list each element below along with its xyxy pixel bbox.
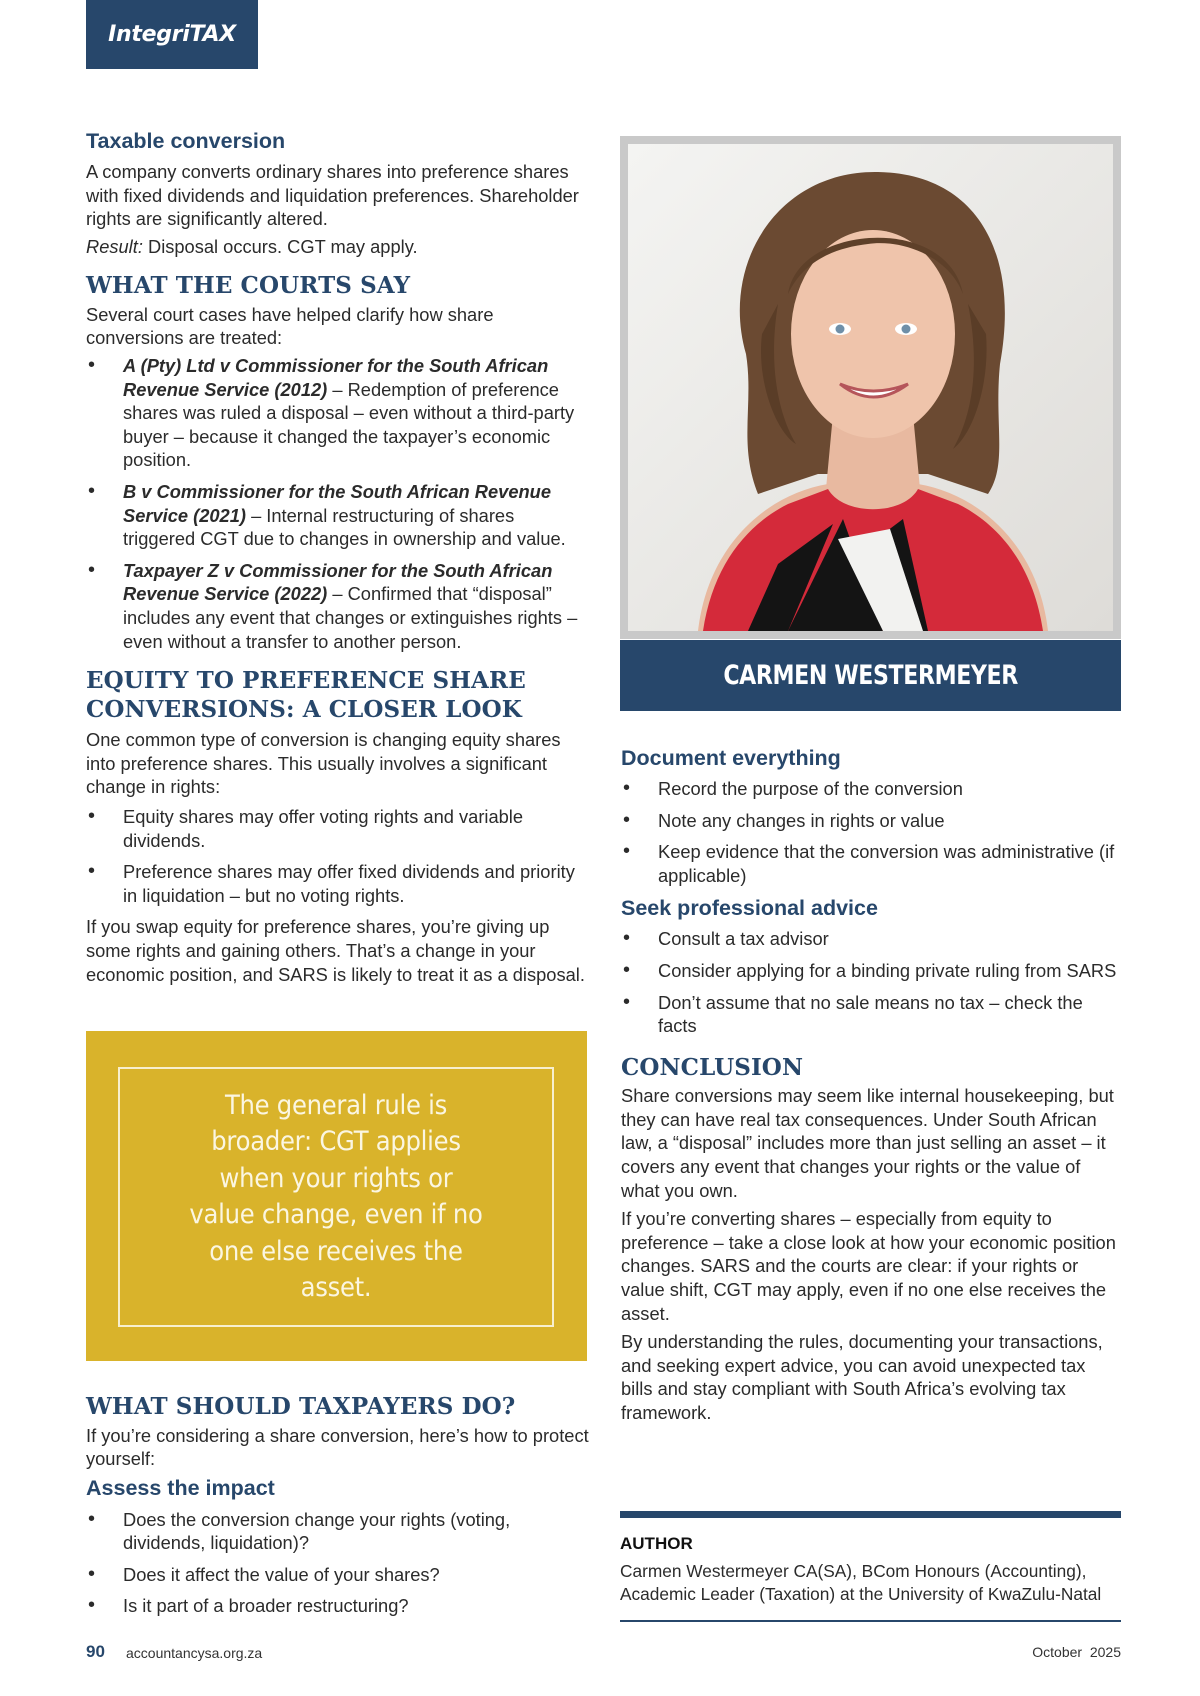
author-bio: Carmen Westermeyer CA(SA), BCom Honours (Accounting), Academic Leader (Taxation) at the University of KwaZulu-Natal [620,1561,1102,1604]
advice-heading: Seek professional advice [621,896,878,921]
equity-heading: EQUITY TO PREFERENCE SHARE CONVERSIONS: A CLOSER LOOK [86,667,526,723]
case-text: – Confirmed that “disposal” includes any event that changes or extinguishes rights – even without a transfer to another person. [123,583,578,652]
list-item: • Equity shares may offer voting rights and variable dividends. [86,805,589,852]
courts-heading: WHAT THE COURTS SAY [86,272,411,300]
case-name: B v Commissioner for the South African Revenue Service (2021) [123,481,551,526]
list-item [86,480,589,551]
list-item: • Preference shares may offer fixed dividends and priority in liquidation – but no voting rights. [86,860,589,907]
list-item: • Is it part of a broader restructuring? [86,1594,589,1618]
case-text: – Redemption of preference shares was ruled a disposal – even without a third-party buyer – because it changed the taxpayer’s economic position. [123,378,575,471]
list-item: • Does the conversion change your rights (voting, dividends, liquidation)? [86,1508,589,1555]
author-name-text: CARMEN WESTERMEYER [723,660,1018,691]
case-name: Taxpayer Z v Commissioner for the South African Revenue Service (2022) [123,559,553,605]
list-item: • Record the purpose of the conversion [621,777,1121,801]
list-item: • Consult a tax advisor [621,927,1121,951]
equity-intro: One common type of conversion is changing equity shares into preference shares. This usually involves a significant change in rights: [86,729,561,798]
taxable-result [86,235,589,259]
case-name: A (Pty) Ltd v Commissioner for the South African Revenue Service (2012) [123,355,549,400]
author-box [620,1511,1121,1622]
courts-intro: Several court cases have helped clarify how share conversions are treated: [86,303,494,349]
brand-logo: IntegriTAX [86,0,258,69]
page-number: 90 [86,1642,105,1661]
author-label: AUTHOR [620,1534,693,1553]
left-column [86,128,589,986]
list-item: • Consider applying for a binding private ruling from SARS [621,959,1121,983]
author-rule-bottom [620,1620,1121,1622]
document-list [621,777,1121,887]
portrait-illustration [628,144,1113,631]
taxpayers-heading: WHAT SHOULD TAXPAYERS DO? [86,1393,516,1420]
conclusion-para: By understanding the rules, documenting your transactions, and seeking expert advice, you can avoid unexpected tax bills and stay compliant with South Africa’s evolving tax framework. [621,1331,1103,1423]
author-rule [620,1511,1121,1518]
list-item [86,354,589,472]
assess-list [86,1508,589,1618]
result-text: Disposal occurs. CGT may apply. [142,235,418,257]
document-heading: Document everything [621,746,841,770]
pull-quote [86,1031,587,1361]
footer-date: October 2025 [1032,1644,1121,1660]
pull-quote-frame [118,1067,554,1327]
conclusion-para: Share conversions may seem like internal housekeeping, but they can have real tax consequences. Under South African law, a “disposal” includes more than just selling an asset – it covers any event that changes your rights or the value of what you own. [621,1085,1114,1201]
pull-quote-text: The general rule is broader: CGT applies when your rights or value change, even if no one else receives the asset. [189,1089,483,1303]
conclusion-para: If you’re converting shares – especially from equity to preference – take a close look at how your economic position changes. SARS and the courts are clear: if your rights or value shift, CGT may apply, even if no one else receives the asset. [621,1208,1116,1324]
list-item: • Keep evidence that the conversion was administrative (if applicable) [621,840,1121,887]
taxable-body: A company converts ordinary shares into preference shares with fixed dividends and liquidation preferences. Shareholder rights are significantly altered. [86,161,579,230]
conclusion-heading: CONCLUSION [621,1053,804,1081]
case-text: – Internal restructuring of shares triggered CGT due to changes in ownership and value. [123,504,566,550]
list-item: • Don’t assume that no sale means no tax – check the facts [621,991,1121,1038]
taxpayers-intro: If you’re considering a share conversion, here’s how to protect yourself: [86,1424,589,1470]
taxpayers-section [86,1393,589,1626]
result-label: Result: [86,235,143,257]
list-item: • Note any changes in rights or value [621,809,1121,833]
taxable-heading: Taxable conversion [86,129,286,153]
footer-site: accountancysa.org.za [126,1645,263,1661]
equity-list [86,805,589,907]
list-item: • Does it affect the value of your shares? [86,1563,589,1587]
case-list [86,354,589,653]
author-name-banner [620,640,1121,711]
advice-list [621,927,1121,1037]
list-item [86,559,589,653]
author-photo [620,136,1121,639]
equity-outro: If you swap equity for preference shares, you’re giving up some rights and gaining others. That’s a change in your economic position, and SARS is likely to treat it as a disposal. [86,916,585,985]
right-column [621,745,1121,1425]
assess-heading: Assess the impact [86,1475,275,1500]
